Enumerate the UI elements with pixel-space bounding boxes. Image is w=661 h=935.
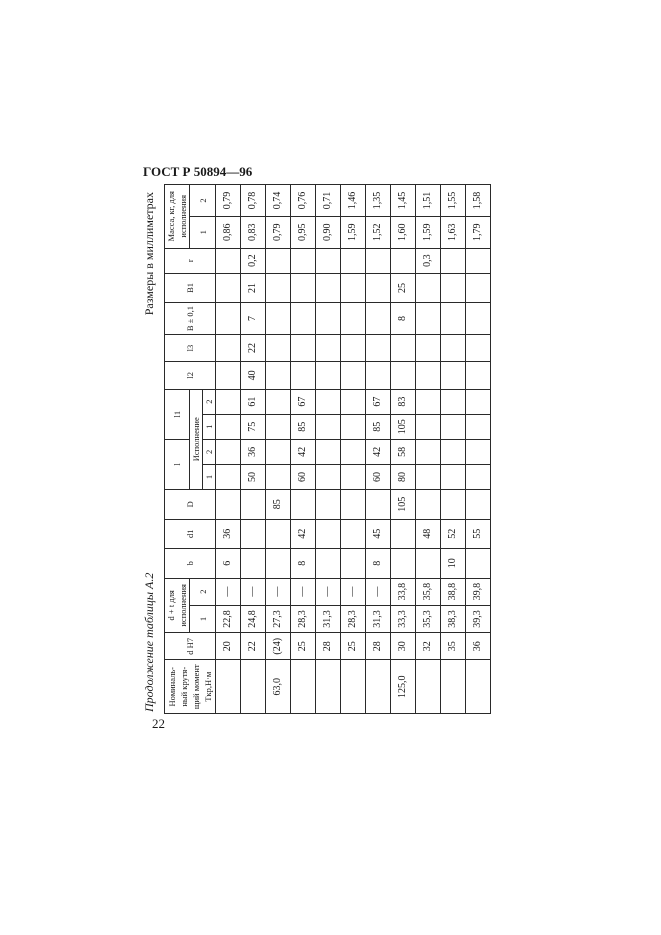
cell xyxy=(416,660,441,714)
cell xyxy=(466,303,491,335)
cell: 60 xyxy=(291,464,316,489)
cell: 1,51 xyxy=(416,185,441,217)
cell: 40 xyxy=(241,362,266,389)
cell: 28 xyxy=(366,633,391,660)
cell xyxy=(216,490,241,520)
col-D: D xyxy=(165,490,216,520)
table-row xyxy=(266,185,291,714)
cell xyxy=(241,519,266,549)
caption-units: Размеры в миллиметрах xyxy=(142,192,156,316)
table-row xyxy=(316,185,341,714)
cell xyxy=(266,414,291,439)
cell: — xyxy=(241,578,266,605)
cell xyxy=(266,549,291,579)
rotated-table-block xyxy=(140,184,520,714)
cell xyxy=(266,248,291,273)
cell: 1,59 xyxy=(416,216,441,248)
cell xyxy=(216,660,241,714)
cell: 67 xyxy=(291,389,316,414)
cell: 1,63 xyxy=(441,216,466,248)
col-dt-2: 2 xyxy=(190,578,216,605)
cell: 8 xyxy=(291,549,316,579)
cell: 10 xyxy=(441,549,466,579)
cell xyxy=(316,549,341,579)
cell xyxy=(341,464,366,489)
cell: 0,79 xyxy=(266,216,291,248)
cell: 28,3 xyxy=(291,605,316,632)
cell: 1,35 xyxy=(366,185,391,217)
col-torque: Номиналь-ный крутя-щий момент Tкр,Н·м xyxy=(165,660,216,714)
cell: (24) xyxy=(266,633,291,660)
cell xyxy=(291,490,316,520)
cell xyxy=(316,439,341,464)
cell: 36 xyxy=(216,519,241,549)
cell: 39,3 xyxy=(466,605,491,632)
cell: 60 xyxy=(366,464,391,489)
cell xyxy=(366,273,391,303)
cell xyxy=(216,334,241,361)
cell: 20 xyxy=(216,633,241,660)
cell xyxy=(366,248,391,273)
cell: 85 xyxy=(266,490,291,520)
cell xyxy=(466,414,491,439)
cell xyxy=(291,660,316,714)
cell xyxy=(416,389,441,414)
cell xyxy=(316,490,341,520)
cell: 105 xyxy=(391,490,416,520)
cell xyxy=(416,490,441,520)
cell xyxy=(266,389,291,414)
cell xyxy=(341,334,366,361)
table-row xyxy=(416,185,441,714)
cell xyxy=(316,303,341,335)
cell: 83 xyxy=(391,389,416,414)
cell: 28 xyxy=(316,633,341,660)
cell xyxy=(291,248,316,273)
cell xyxy=(441,248,466,273)
cell: 61 xyxy=(241,389,266,414)
cell xyxy=(466,362,491,389)
cell xyxy=(466,439,491,464)
cell: 35,3 xyxy=(416,605,441,632)
table-row xyxy=(216,185,241,714)
cell xyxy=(441,660,466,714)
cell: 0,79 xyxy=(216,185,241,217)
cell xyxy=(266,439,291,464)
cell xyxy=(416,362,441,389)
cell xyxy=(341,414,366,439)
cell xyxy=(391,519,416,549)
cell: 42 xyxy=(291,439,316,464)
cell xyxy=(441,389,466,414)
cell xyxy=(466,660,491,714)
cell: 22 xyxy=(241,633,266,660)
cell xyxy=(341,303,366,335)
cell: 24,8 xyxy=(241,605,266,632)
cell xyxy=(291,303,316,335)
table-row xyxy=(291,185,316,714)
cell: 7 xyxy=(241,303,266,335)
cell: — xyxy=(316,578,341,605)
cell xyxy=(316,389,341,414)
cell: 80 xyxy=(391,464,416,489)
cell xyxy=(416,439,441,464)
cell: 85 xyxy=(291,414,316,439)
cell xyxy=(441,303,466,335)
col-r: r xyxy=(165,248,216,273)
cell: 42 xyxy=(291,519,316,549)
cell: 0,83 xyxy=(241,216,266,248)
cell xyxy=(266,303,291,335)
cell xyxy=(466,334,491,361)
cell: 0,71 xyxy=(316,185,341,217)
cell xyxy=(466,248,491,273)
table-caption xyxy=(140,184,162,714)
cell: 1,46 xyxy=(341,185,366,217)
cell: 21 xyxy=(241,273,266,303)
col-mass-2: 2 xyxy=(190,185,216,217)
cell: — xyxy=(341,578,366,605)
cell: 1,45 xyxy=(391,185,416,217)
cell xyxy=(416,414,441,439)
cell xyxy=(341,549,366,579)
col-variant: Исполнение xyxy=(190,389,203,490)
table-row xyxy=(391,185,416,714)
cell xyxy=(341,362,366,389)
cell: — xyxy=(266,578,291,605)
cell: 25 xyxy=(391,273,416,303)
cell: 50 xyxy=(241,464,266,489)
cell: 58 xyxy=(391,439,416,464)
cell xyxy=(316,519,341,549)
cell xyxy=(316,334,341,361)
cell xyxy=(366,490,391,520)
cell: — xyxy=(366,578,391,605)
cell: 55 xyxy=(466,519,491,549)
cell: 32 xyxy=(416,633,441,660)
cell xyxy=(391,362,416,389)
cell xyxy=(441,439,466,464)
cell xyxy=(291,334,316,361)
cell xyxy=(341,248,366,273)
cell: 45 xyxy=(366,519,391,549)
cell: 0,90 xyxy=(316,216,341,248)
cell: 1,58 xyxy=(466,185,491,217)
col-b: b xyxy=(165,549,216,579)
cell xyxy=(341,490,366,520)
cell xyxy=(266,362,291,389)
cell xyxy=(341,389,366,414)
cell: 38,8 xyxy=(441,578,466,605)
col-l3: l3 xyxy=(165,334,216,361)
cell xyxy=(341,519,366,549)
col-l2: l2 xyxy=(165,362,216,389)
cell: 42 xyxy=(366,439,391,464)
cell: 39,8 xyxy=(466,578,491,605)
cell: 67 xyxy=(366,389,391,414)
cell: 52 xyxy=(441,519,466,549)
cell: 30 xyxy=(391,633,416,660)
cell: 28,3 xyxy=(341,605,366,632)
cell xyxy=(241,549,266,579)
cell: 35 xyxy=(441,633,466,660)
cell: 105 xyxy=(391,414,416,439)
cell: 0,3 xyxy=(416,248,441,273)
cell xyxy=(466,490,491,520)
cell xyxy=(216,389,241,414)
cell xyxy=(441,490,466,520)
col-B1: B1 xyxy=(165,273,216,303)
dimensions-table xyxy=(164,184,491,714)
cell: 8 xyxy=(391,303,416,335)
cell xyxy=(241,660,266,714)
cell: 1,55 xyxy=(441,185,466,217)
cell xyxy=(216,414,241,439)
cell: 0,76 xyxy=(291,185,316,217)
cell xyxy=(416,303,441,335)
cell xyxy=(316,414,341,439)
cell xyxy=(466,464,491,489)
cell xyxy=(316,464,341,489)
cell: 36 xyxy=(241,439,266,464)
cell xyxy=(416,334,441,361)
cell xyxy=(391,549,416,579)
cell: 63,0 xyxy=(266,660,291,714)
cell: — xyxy=(216,578,241,605)
cell xyxy=(216,362,241,389)
cell: 31,3 xyxy=(316,605,341,632)
cell xyxy=(266,464,291,489)
col-l-1: 1 xyxy=(203,464,216,489)
col-B: B ± 0,1 xyxy=(165,303,216,335)
page-number: 22 xyxy=(152,716,165,731)
cell xyxy=(441,362,466,389)
col-dt: d + t для исполнения xyxy=(165,578,190,633)
col-dt-1: 1 xyxy=(190,605,216,632)
cell: — xyxy=(291,578,316,605)
table-row xyxy=(441,185,466,714)
cell: 38,3 xyxy=(441,605,466,632)
col-l1-2: 2 xyxy=(203,389,216,414)
cell: 33,3 xyxy=(391,605,416,632)
cell xyxy=(241,490,266,520)
cell xyxy=(466,389,491,414)
cell: 75 xyxy=(241,414,266,439)
cell xyxy=(416,549,441,579)
col-d: d H7 xyxy=(165,633,216,660)
cell: 48 xyxy=(416,519,441,549)
cell: 27,3 xyxy=(266,605,291,632)
cell xyxy=(466,549,491,579)
cell xyxy=(341,660,366,714)
col-mass: Масса, кг, для исполнения xyxy=(165,185,190,249)
cell xyxy=(316,660,341,714)
col-l: l xyxy=(165,439,190,489)
cell: 25 xyxy=(341,633,366,660)
col-mass-1: 1 xyxy=(190,216,216,248)
cell: 25 xyxy=(291,633,316,660)
cell: 1,59 xyxy=(341,216,366,248)
table-row xyxy=(466,185,491,714)
standard-header: ГОСТ Р 50894—96 xyxy=(143,164,253,179)
col-l-2: 2 xyxy=(203,439,216,464)
cell xyxy=(316,248,341,273)
cell xyxy=(366,303,391,335)
col-d1: d1 xyxy=(165,519,216,549)
cell: 0,86 xyxy=(216,216,241,248)
cell xyxy=(441,464,466,489)
table-row xyxy=(341,185,366,714)
cell: 31,3 xyxy=(366,605,391,632)
cell xyxy=(366,660,391,714)
col-l1-1: 1 xyxy=(203,414,216,439)
cell: 0,78 xyxy=(241,185,266,217)
cell: 0,95 xyxy=(291,216,316,248)
cell xyxy=(416,273,441,303)
cell: 33,8 xyxy=(391,578,416,605)
cell xyxy=(441,273,466,303)
cell xyxy=(216,248,241,273)
cell xyxy=(291,362,316,389)
cell: 1,52 xyxy=(366,216,391,248)
cell: 85 xyxy=(366,414,391,439)
cell xyxy=(216,439,241,464)
table-row xyxy=(366,185,391,714)
cell xyxy=(466,273,491,303)
cell: 1,60 xyxy=(391,216,416,248)
cell: 36 xyxy=(466,633,491,660)
cell xyxy=(266,273,291,303)
cell xyxy=(291,273,316,303)
cell xyxy=(341,439,366,464)
cell xyxy=(216,273,241,303)
cell: 1,79 xyxy=(466,216,491,248)
cell xyxy=(266,519,291,549)
cell xyxy=(416,464,441,489)
cell xyxy=(391,248,416,273)
cell: 0,2 xyxy=(241,248,266,273)
cell xyxy=(441,414,466,439)
cell: 8 xyxy=(366,549,391,579)
caption-continuation: Продолжение таблицы А.2 xyxy=(142,572,156,712)
cell: 6 xyxy=(216,549,241,579)
cell xyxy=(441,334,466,361)
cell: 35,8 xyxy=(416,578,441,605)
cell: 22,8 xyxy=(216,605,241,632)
cell xyxy=(391,334,416,361)
cell: 22 xyxy=(241,334,266,361)
cell xyxy=(216,303,241,335)
cell xyxy=(266,334,291,361)
table-row xyxy=(241,185,266,714)
cell xyxy=(316,362,341,389)
cell xyxy=(216,464,241,489)
cell xyxy=(366,334,391,361)
cell xyxy=(316,273,341,303)
cell: 125,0 xyxy=(391,660,416,714)
cell: 0,74 xyxy=(266,185,291,217)
cell xyxy=(366,362,391,389)
col-l1: l1 xyxy=(165,389,190,439)
cell xyxy=(341,273,366,303)
